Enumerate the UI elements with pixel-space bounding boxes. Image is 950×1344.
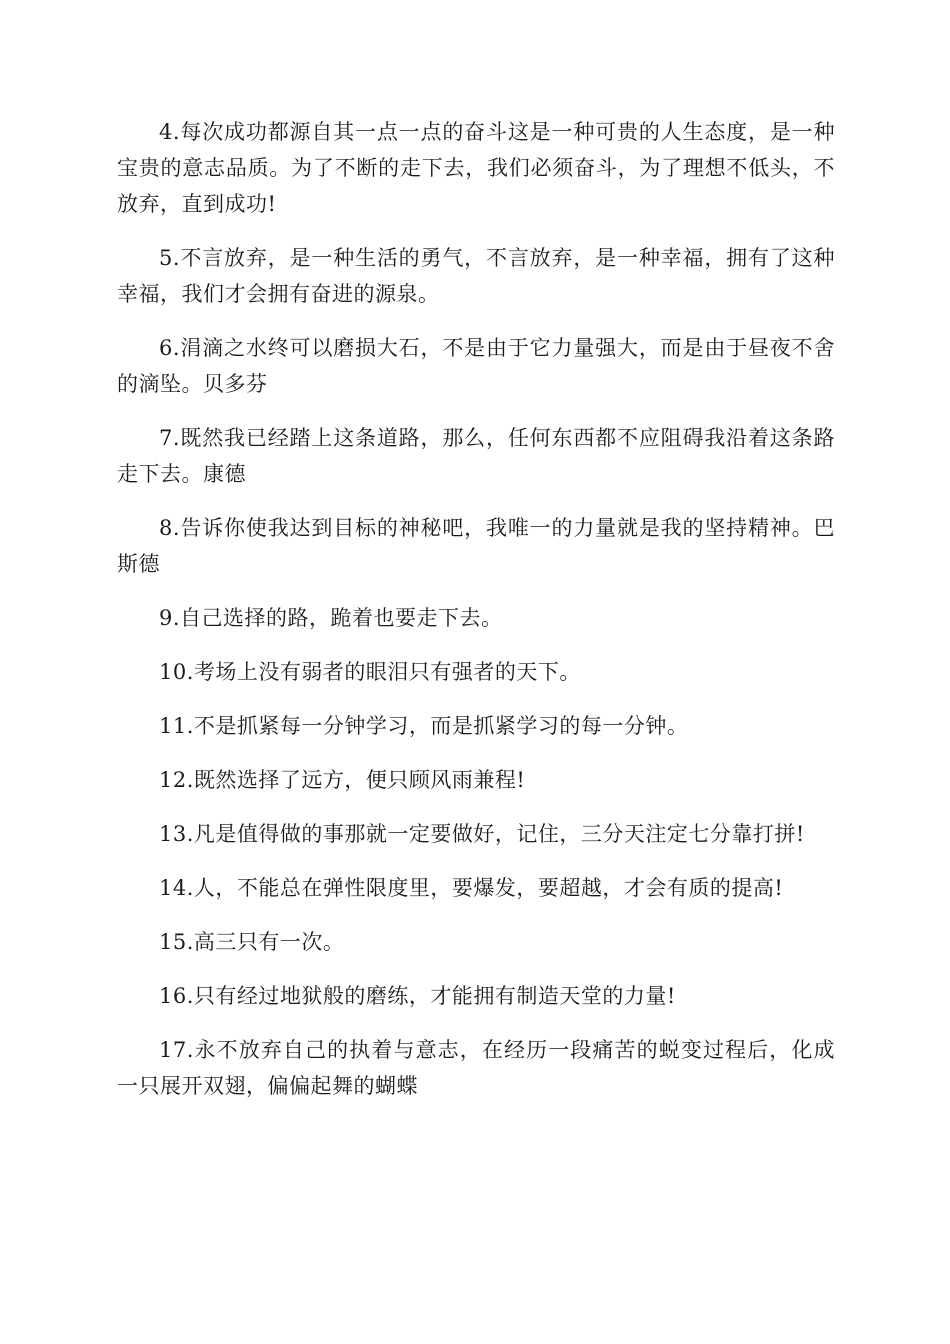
paragraph-11: 11.不是抓紧每一分钟学习，而是抓紧学习的每一分钟。 <box>159 714 689 738</box>
paragraph-9: 9.自己选择的路，跪着也要走下去。 <box>159 606 503 630</box>
paragraph-12: 12.既然选择了远方，便只顾风雨兼程! <box>159 768 526 792</box>
paragraph-16: 16.只有经过地狱般的磨练，才能拥有制造天堂的力量! <box>159 984 676 1008</box>
paragraph-4: 4.每次成功都源自其一点一点的奋斗这是一种可贵的人生态度，是一种宝贵的意志品质。为了不断的走下去，我们必须奋斗，为了理想不低头，不放弃，直到成功! <box>117 120 835 216</box>
paragraph-13: 13.凡是值得做的事那就一定要做好，记住，三分天注定七分靠打拼! <box>159 822 805 846</box>
paragraph-14: 14.人，不能总在弹性限度里，要爆发，要超越，才会有质的提高! <box>159 876 784 900</box>
paragraph-15: 15.高三只有一次。 <box>159 930 345 954</box>
paragraph-17: 17.永不放弃自己的执着与意志，在经历一段痛苦的蜕变过程后，化成一只展开双翅，偏偏起舞的蝴蝶 <box>117 1038 835 1098</box>
paragraph-7: 7.既然我已经踏上这条道路，那么，任何东西都不应阻碍我沿着这条路走下去。康德 <box>117 426 835 486</box>
paragraph-6: 6.涓滴之水终可以磨损大石，不是由于它力量强大，而是由于昼夜不舍的滴坠。贝多芬 <box>117 336 835 396</box>
paragraph-10: 10.考场上没有弱者的眼泪只有强者的天下。 <box>159 660 581 684</box>
paragraph-5: 5.不言放弃，是一种生活的勇气，不言放弃，是一种幸福，拥有了这种幸福，我们才会拥有奋进的源泉。 <box>117 246 835 306</box>
document-body <box>117 114 835 1122</box>
paragraph-8: 8.告诉你使我达到目标的神秘吧，我唯一的力量就是我的坚持精神。巴斯德 <box>117 516 835 576</box>
